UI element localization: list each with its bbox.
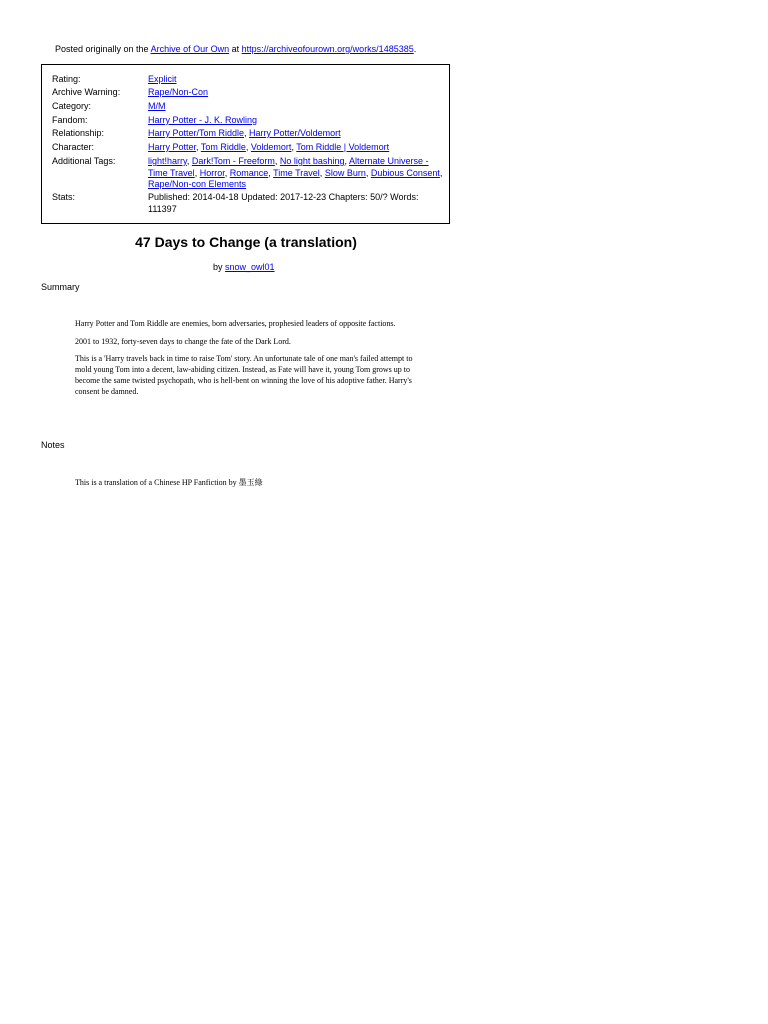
- additional-tag-link[interactable]: Time Travel: [273, 167, 320, 178]
- meta-value-stats: Published: 2014-04-18 Updated: 2017-12-23 Chapters: 50/? Words: 111397: [148, 192, 419, 214]
- fandom-tag-link[interactable]: Harry Potter - J. K. Rowling: [148, 115, 258, 125]
- meta-value-rating: [148, 74, 444, 86]
- meta-value-warning: [148, 87, 444, 99]
- work-url-link[interactable]: https://archiveofourown.org/works/1485385: [241, 44, 414, 54]
- meta-label-stats: Stats:: [52, 192, 76, 202]
- meta-label-warning: Archive Warning:: [52, 87, 121, 97]
- meta-value-relationship: Harry Potter/Tom Riddle, Harry Potter/Voldemort: [148, 128, 341, 138]
- additional-tag-link[interactable]: No light bashing: [279, 156, 345, 166]
- byline: [213, 261, 275, 273]
- additional-tag-link[interactable]: Slow Burn: [324, 167, 366, 178]
- work-meta-box: [41, 64, 450, 224]
- notes-paragraph: This is a translation of a Chinese HP Fanfiction by 墨玉綠: [75, 478, 263, 487]
- summary-paragraph: This is a 'Harry travels back in time to raise Tom' story. An unfortunate tale of one man's failed attempt to mold young Tom into a decent, law-abiding citizen. Instead, as Fate will have it, young Tom grows up to become the same twisted psychopath, who is hell-bent on winning the love of his adoptive father. Harry's consent be damned.: [75, 354, 413, 396]
- additional-tag-link[interactable]: Dark!Tom - Freeform: [191, 156, 275, 166]
- character-tag-link[interactable]: Tom Riddle: [200, 142, 246, 152]
- meta-value-category: [148, 101, 444, 113]
- warning-tag-link[interactable]: Rape/Non-Con: [148, 87, 209, 97]
- byline-prefix: by: [213, 262, 226, 272]
- character-tag-link[interactable]: Voldemort: [250, 142, 292, 152]
- additional-tag-link[interactable]: Horror: [199, 167, 225, 178]
- meta-value-additional-tags: light!harry, Dark!Tom - Freeform, No light bashing, Alternate Universe - Time Travel, Horror, Romance, Time Travel, Slow Burn, Dubious Consent, Rape/Non-con Elements: [148, 156, 443, 189]
- meta-label-category: Category:: [52, 101, 92, 111]
- work-title: 47 Days to Change (a translation): [135, 234, 357, 250]
- summary-paragraph: 2001 to 1932, forty-seven days to change the fate of the Dark Lord.: [75, 336, 291, 346]
- meta-value-character: Harry Potter, Tom Riddle, Voldemort, Tom Riddle | Voldemort: [148, 142, 390, 152]
- posted-middle: at: [229, 44, 242, 54]
- meta-label-fandom: Fandom:: [52, 115, 88, 125]
- relationship-tag-link[interactable]: Harry Potter/Voldemort: [249, 128, 341, 138]
- category-tag-link[interactable]: M/M: [148, 101, 166, 111]
- additional-tag-link[interactable]: Romance: [229, 167, 269, 178]
- meta-label-character: Character:: [52, 142, 95, 152]
- additional-tag-link[interactable]: light!harry: [148, 156, 187, 166]
- meta-label-relationship: Relationship:: [52, 128, 105, 138]
- notes-heading: Notes: [41, 440, 65, 450]
- summary-paragraph: Harry Potter and Tom Riddle are enemies, born adversaries, prophesied leaders of opposite factions.: [75, 319, 396, 328]
- archive-of-our-own-link[interactable]: Archive of Our Own: [150, 44, 230, 54]
- meta-label-additional-tags: Additional Tags:: [52, 156, 116, 166]
- meta-label-rating: Rating:: [52, 74, 81, 84]
- author-link[interactable]: snow_owl01: [225, 262, 275, 272]
- summary-body: [75, 319, 420, 404]
- additional-tag-link[interactable]: Rape/Non-con Elements: [148, 179, 247, 189]
- summary-heading: Summary: [41, 282, 80, 292]
- character-tag-link[interactable]: Tom Riddle | Voldemort: [296, 142, 390, 152]
- additional-tag-link[interactable]: Dubious Consent: [370, 167, 440, 178]
- relationship-tag-link[interactable]: Harry Potter/Tom Riddle: [148, 128, 245, 138]
- notes-body: [75, 478, 420, 496]
- posted-prefix: Posted originally on the: [55, 44, 151, 54]
- meta-value-fandom: [148, 115, 444, 127]
- posted-originally-line: [55, 43, 416, 55]
- posted-suffix: .: [413, 44, 417, 54]
- rating-tag-link[interactable]: Explicit: [148, 74, 177, 84]
- character-tag-link[interactable]: Harry Potter: [148, 142, 197, 152]
- additional-tag-link[interactable]: Alternate Universe - Time Travel: [148, 156, 429, 178]
